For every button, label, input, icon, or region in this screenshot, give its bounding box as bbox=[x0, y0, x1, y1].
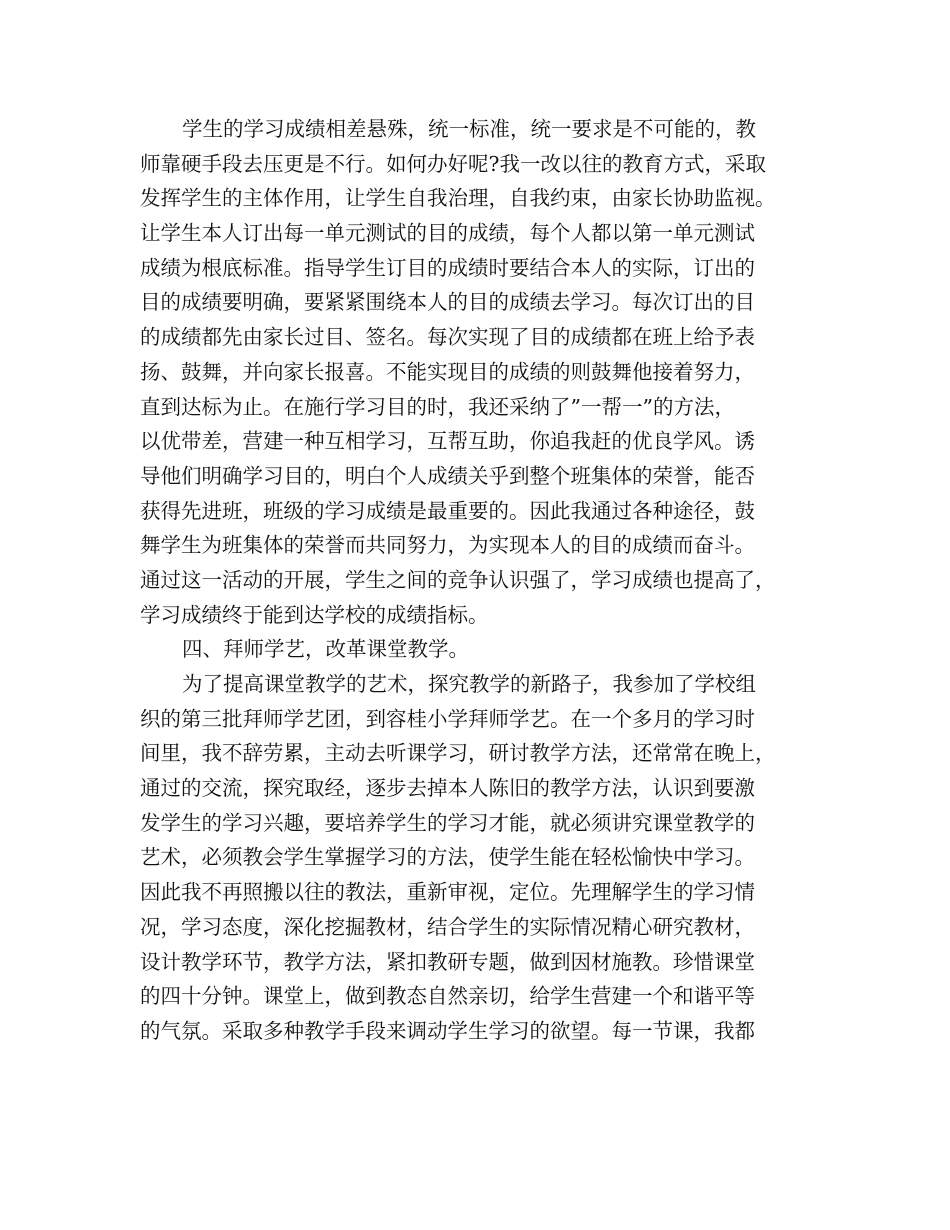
section-heading bbox=[140, 632, 825, 667]
text-line: 设计教学环节，教学方法，紧扣教研专题，做到因材施教。珍惜课堂 bbox=[140, 949, 755, 974]
text-line: 的气氛。采取多种教学手段来调动学生学习的欲望。每一节课，我都 bbox=[140, 1018, 755, 1043]
document-body bbox=[140, 112, 825, 1049]
text-line: 扬、鼓舞，并向家长报喜。不能实现目的成绩的则鼓舞他接着努力， bbox=[140, 359, 755, 384]
text-line: 师靠硬手段去压更是不行。如何办好呢?我一改以往的教育方式，采取 bbox=[140, 151, 766, 176]
text-line: 目的成绩要明确，要紧紧围绕本人的目的成绩去学习。每次订出的目 bbox=[140, 290, 755, 315]
text-line: 获得先进班，班级的学习成绩是最重要的。因此我通过各种途径，鼓 bbox=[140, 498, 755, 523]
text-line: 学生的学习成绩相差悬殊，统一标准，统一要求是不可能的，教 bbox=[182, 117, 756, 141]
paragraph-1 bbox=[140, 112, 825, 632]
text-line: 发学生的学习兴趣，要培养学生的学习才能，就必须讲究课堂教学的 bbox=[140, 810, 755, 835]
text-line: 的四十分钟。课堂上，做到教态自然亲切，给学生营建一个和谐平等 bbox=[140, 984, 755, 1009]
text-line: 通过的交流，探究取经，逐步去掉本人陈旧的教学方法，认识到要激 bbox=[140, 776, 755, 801]
text-line: 导他们明确学习目的，明白个人成绩关乎到整个班集体的荣誉，能否 bbox=[140, 463, 755, 488]
text-line: 成绩为根底标准。指导学生订目的成绩时要结合本人的实际，订出的 bbox=[140, 255, 755, 280]
text-line: 舞学生为班集体的荣誉而共同努力，为实现本人的目的成绩而奋斗。 bbox=[140, 533, 755, 558]
text-line: 的成绩都先由家长过目、签名。每次实现了目的成绩都在班上给予表 bbox=[140, 325, 755, 350]
text-line: 为了提高课堂教学的艺术，探究教学的新路子，我参加了学校组 bbox=[182, 672, 756, 696]
text-line: 因此我不再照搬以往的教法，重新审视，定位。先理解学生的学习情 bbox=[140, 880, 755, 905]
text-line: 以优带差，营建一种互相学习，互帮互助，你追我赶的优良学风。诱 bbox=[140, 429, 755, 454]
text-line: 织的第三批拜师学艺团，到容桂小学拜师学艺。在一个多月的学习时 bbox=[140, 706, 755, 731]
text-line: 发挥学生的主体作用，让学生自我治理，自我约束，由家长协助监视。 bbox=[140, 186, 776, 211]
text-line: 通过这一活动的开展，学生之间的竞争认识强了，学习成绩也提高了， bbox=[140, 567, 776, 592]
heading-text: 四、拜师学艺，改革课堂教学。 bbox=[182, 637, 469, 662]
text-line: 艺术，必须教会学生掌握学习的方法，使学生能在轻松愉快中学习。 bbox=[140, 845, 755, 870]
text-line: 直到达标为止。在施行学习目的时，我还采纳了”一帮一”的方法， bbox=[140, 394, 735, 419]
paragraph-2 bbox=[140, 667, 825, 1049]
text-line: 间里，我不辞劳累，主动去听课学习，研讨教学方法，还常常在晚上， bbox=[140, 741, 776, 766]
text-line: 学习成绩终于能到达学校的成绩指标。 bbox=[140, 602, 489, 627]
text-line: 况，学习态度，深化挖掘教材，结合学生的实际情况精心研究教材， bbox=[140, 914, 755, 939]
text-line: 让学生本人订出每一单元测试的目的成绩，每个人都以第一单元测试 bbox=[140, 221, 755, 246]
